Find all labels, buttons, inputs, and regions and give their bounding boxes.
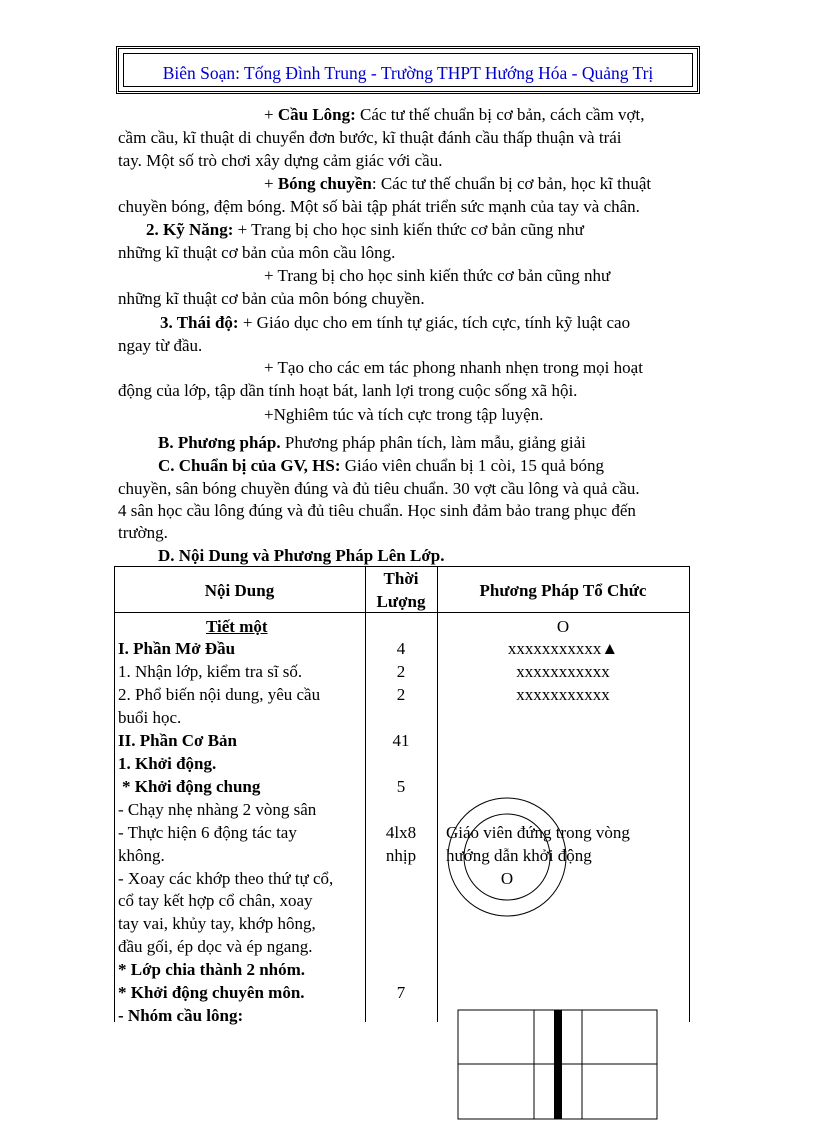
row-khong: không. <box>118 846 165 865</box>
row-buoi-hoc: buổi học. <box>118 708 182 727</box>
thai-do-label: 3. Thái độ: <box>160 313 239 332</box>
phuong-phap-label: B. Phương pháp. <box>158 433 281 452</box>
row-chay-nhe: - Chạy nhẹ nhàng 2 vòng sân <box>118 800 317 819</box>
method-teacher-stands: Giáo viên đứng trong vòng <box>446 823 630 842</box>
cau-long-line-3: tay. Một số trò chơi xây dựng cảm giác với cầu. <box>118 151 443 170</box>
thai-do-text-1: + Giáo dục cho em tính tự giác, tích cực, tính kỹ luật cao <box>238 313 631 332</box>
row-tay-vai: tay vai, khủy tay, khớp hông, <box>118 914 316 933</box>
header-phuong-phap: Phương Pháp Tổ Chức <box>479 581 647 600</box>
phuong-phap-line <box>158 432 586 454</box>
header-luong: Lượng <box>376 592 426 611</box>
method-formation-row-2: xxxxxxxxxxx <box>516 662 610 681</box>
row-nhan-lop: 1. Nhận lớp, kiểm tra sĩ số. <box>118 662 303 681</box>
bong-chuyen-line-2: chuyền bóng, đệm bóng. Một số bài tập phát triển sức mạnh của tay và chân. <box>118 197 640 216</box>
header-noi-dung: Nội Dung <box>204 581 275 600</box>
ky-nang-line-2: những kĩ thuật cơ bản của môn cầu lông. <box>118 243 396 262</box>
row-thuc-hien: - Thực hiện 6 động tác tay <box>118 823 297 842</box>
chuan-bi-line-4: trường. <box>118 523 168 542</box>
method-teacher-o: O <box>556 617 570 636</box>
row-phan-mo-dau: I. Phần Mở Đầu <box>118 639 236 658</box>
chuan-bi-line-2: chuyền, sân bóng chuyền đúng và đủ tiêu chuẩn. 30 vợt cầu lông và quả cầu. <box>118 479 640 498</box>
ky-nang-text-1: + Trang bị cho học sinh kiến thức cơ bản cũng như <box>233 220 584 239</box>
bullet-prefix: + <box>264 174 278 193</box>
time-khoi-dong-chung: 5 <box>396 777 406 796</box>
method-formation-row-3: xxxxxxxxxxx <box>516 685 610 704</box>
time-nhan-lop: 2 <box>396 662 406 681</box>
table-border-right <box>689 566 690 1022</box>
method-formation-row-1: xxxxxxxxxxx▲ <box>507 639 619 658</box>
thai-do-line-4: động của lớp, tập dần tính hoạt bát, lanh lợi trong cuộc sống xã hội. <box>118 381 578 400</box>
thai-do-line-2: ngay từ đầu. <box>118 336 203 355</box>
ky-nang-line-4: những kĩ thuật cơ bản của môn bóng chuyền. <box>118 289 425 308</box>
chuan-bi-line-1 <box>158 455 604 477</box>
row-pho-bien: 2. Phổ biến nội dung, yêu cầu <box>118 685 321 704</box>
bong-chuyen-line-1 <box>264 173 651 195</box>
ky-nang-label: 2. Kỹ Năng: <box>146 220 234 239</box>
row-phan-co-ban: II. Phần Cơ Bản <box>118 731 238 750</box>
chuan-bi-text-1: Giáo viên chuẩn bị 1 còi, 15 quả bóng <box>340 456 604 475</box>
time-thuc-hien: 4lx8 <box>385 823 417 842</box>
method-guide-warmup: hướng dẫn khởi động <box>446 846 592 865</box>
time-pho-bien: 2 <box>396 685 406 704</box>
row-khoi-dong: 1. Khởi động. <box>118 754 217 773</box>
thai-do-line-1 <box>160 312 630 334</box>
time-phan-co-ban: 41 <box>392 731 410 750</box>
row-xoay-khop: - Xoay các khớp theo thứ tự cổ, <box>118 869 334 888</box>
ky-nang-line-3: + Trang bị cho học sinh kiến thức cơ bản cũng như <box>264 266 611 285</box>
thai-do-line-5: +Nghiêm túc và tích cực trong tập luyện. <box>264 405 544 424</box>
row-dau-goi: đầu gối, ép dọc và ép ngang. <box>118 937 313 956</box>
cau-long-text-1: Các tư thế chuẩn bị cơ bản, cách cầm vợt, <box>355 105 645 124</box>
row-khoi-dong-chung: * Khởi động chung <box>122 777 261 796</box>
time-khoi-dong-chuyen-mon: 7 <box>396 983 406 1002</box>
table-border-left <box>114 566 115 1022</box>
page-header: Biên Soạn: Tống Đình Trung - Trường THPT Hướng Hóa - Quảng Trị <box>162 63 654 83</box>
method-center-o: O <box>500 869 514 888</box>
badminton-court-diagram <box>457 1009 659 1121</box>
bullet-prefix: + <box>264 105 278 124</box>
header-thoi: Thời <box>383 569 419 588</box>
chuan-bi-line-3: 4 sân học cầu lông đúng và đủ tiêu chuẩn. Học sinh đảm bảo trang phục đến <box>118 501 636 520</box>
row-tiet-mot: Tiết một <box>206 617 268 636</box>
row-co-tay: cổ tay kết hợp cổ chân, xoay <box>118 891 313 910</box>
cau-long-label: Cầu Lông: <box>277 105 356 124</box>
cau-long-line-1 <box>264 104 644 126</box>
time-phan-mo-dau: 4 <box>396 639 406 658</box>
thai-do-line-3: + Tạo cho các em tác phong nhanh nhẹn trong mọi hoạt <box>264 358 643 377</box>
court-net <box>554 1010 562 1119</box>
row-nhom-cau-long: - Nhóm cầu lông: <box>118 1006 244 1025</box>
row-khoi-dong-chuyen-mon: * Khởi động chuyên môn. <box>118 983 305 1002</box>
bong-chuyen-text-1: : Các tư thế chuẩn bị cơ bản, học kĩ thuật <box>371 174 652 193</box>
bong-chuyen-label: Bóng chuyền <box>277 174 372 193</box>
ky-nang-line-1 <box>146 219 584 241</box>
chuan-bi-label: C. Chuẩn bị của GV, HS: <box>158 456 341 475</box>
cau-long-line-2: cầm cầu, kĩ thuật di chuyển đơn bước, kĩ thuật đánh cầu thấp thuận và trái <box>118 128 622 147</box>
table-border-top <box>114 566 690 567</box>
noi-dung-title: D. Nội Dung và Phương Pháp Lên Lớp. <box>158 546 445 565</box>
row-chia-nhom: * Lớp chia thành 2 nhóm. <box>118 960 306 979</box>
header-box <box>116 46 700 94</box>
phuong-phap-text: Phương pháp phân tích, làm mẫu, giảng giải <box>280 433 586 452</box>
time-nhip: nhịp <box>385 846 417 865</box>
